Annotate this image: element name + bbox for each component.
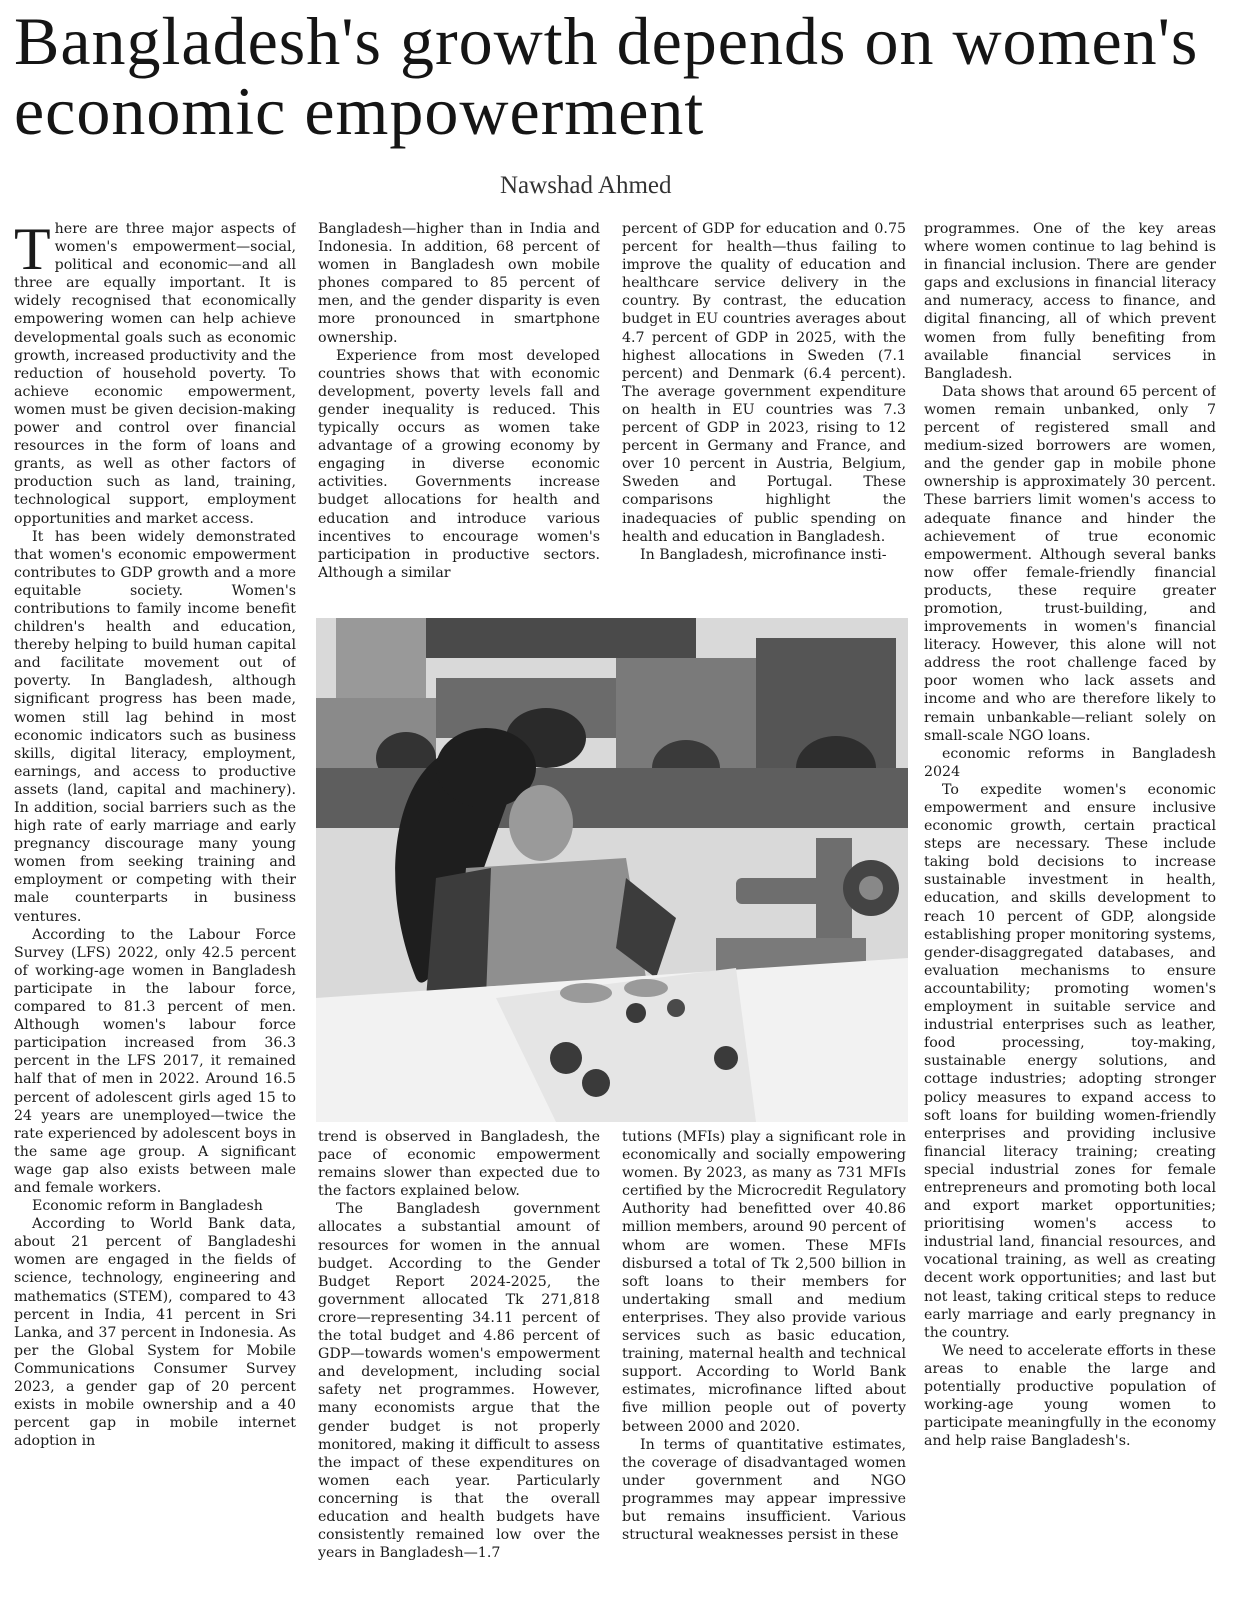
- paragraph: Experience from most developed countries shows that with economic development, poverty levels fall and gender inequality is reduced. This typically occurs as women take advantage of a growing economy by engaging in diverse economic activities. Governments increase budget allocations for health and education and introduce various incentives to encourage women's participation in productive sectors. Although a similar: [318, 347, 600, 581]
- illustration-woman-sewing: [316, 618, 908, 1122]
- paragraph: The Bangladesh government allocates a substantial amount of resources for women in the annual budget. According to the Gender Budget Report 2024-2025, the government allocated Tk 271,818 crore—representing 34.11 percent of the total budget and 4.86 percent of GDP—towards women's empowerment and development, including social safety net programmes. However, many economists argue that the gender budget is not properly monitored, making it difficult to assess the impact of these expenditures on women each year. Particularly concerning is that the overall education and health budgets have consistently remained low over the years in Bangladesh—1.7: [318, 1201, 600, 1562]
- paragraph: trend is observed in Bangladesh, the pace of economic empowerment remains slower than expected due to the factors explained below.: [318, 1129, 600, 1200]
- paragraph: According to the Labour Force Survey (LFS) 2022, only 42.5 percent of working-age women in Bangladesh participate in the labour force, compared to 81.3 percent of men. Although women's labour force participation increased from 36.3 percent in the LFS 2017, it remained half that of men in 2022. Around 16.5 percent of adolescent girls aged 15 to 24 years are unemployed—twice the rate experienced by adolescent boys in the same age group. A significant wage gap also exists between male and female workers.: [14, 926, 296, 1196]
- article-column-4: [924, 220, 1216, 1616]
- subheading: economic reforms in Bangladesh 2024: [924, 745, 1216, 780]
- paragraph: programmes. One of the key areas where women continue to lag behind is in financial inclusion. There are gender gaps and exclusions in financial literacy and numeracy, access to finance, and digital financing, all of which prevent women from fully benefiting from available financial services in Bangladesh.: [924, 221, 1216, 382]
- paragraph: We need to accelerate efforts in these areas to enable the large and potentially productive population of working-age young women to participate meaningfully in the economy and help raise Bangladesh's.: [924, 1342, 1216, 1450]
- paragraph: Data shows that around 65 percent of women remain unbanked, only 7 percent of registered small and medium-sized borrowers are women, and the gender gap in mobile phone ownership is approximately 30 percent. These barriers limit women's access to adequate finance and hinder the achievement of true economic empowerment. Although several banks now offer female-friendly financial products, these require greater promotion, trust-building, and improvements in women's financial literacy. However, this alone will not address the root challenge faced by poor women who lack assets and income and who are therefore likely to remain unbankable—reliant solely on small-scale NGO loans.: [924, 383, 1216, 744]
- paragraph: In terms of quantitative estimates, the coverage of disadvantaged women under government and NGO programmes may appear impressive but remains insufficient. Various structural weaknesses persist in these: [622, 1436, 906, 1544]
- article-column-2-top: [318, 220, 600, 612]
- paragraph: In Bangladesh, microfinance insti-: [640, 546, 887, 563]
- byline: Nawshad Ahmed: [500, 172, 672, 199]
- article-column-1: [14, 220, 296, 1612]
- paragraph: [14, 220, 296, 528]
- paragraph: It has been widely demonstrated that women's economic empowerment contributes to GDP growth and a more equitable society. Women's contributions to family income benefit children's health and education, thereby helping to build human capital and facilitate movement out of poverty. In Bangladesh, although significant progress has been made, women still lag behind in most economic indicators such as business skills, digital literacy, employment, earnings, and access to productive assets (land, capital and machinery). In addition, social barriers such as the high rate of early marriage and early pregnancy discourage many young women from seeking training and employment or competing with their male counterparts in business ventures.: [14, 528, 296, 925]
- paragraph: tutions (MFIs) play a significant role in economically and socially empowering women. By 2023, as many as 731 MFIs certified by the Microcredit Regulatory Authority had benefitted over 40.86 million members, around 90 percent of whom are women. These MFIs disbursed a total of Tk 2,500 billion in soft loans to their members for undertaking small and medium enterprises. They also provide various services such as basic education, training, maternal health and technical support. According to World Bank estimates, microfinance lifted about five million people out of poverty between 2000 and 2020.: [622, 1129, 906, 1435]
- article-column-2-bottom: [318, 1128, 600, 1616]
- paragraph: To expedite women's economic empowerment and ensure inclusive economic growth, certain practical steps are necessary. These include taking bold decisions to increase sustainable investment in health, education, and skills development to reach 10 percent of GDP, alongside establishing proper monitoring systems, gender-disaggregated databases, and evaluation mechanisms to ensure accountability; promoting women's employment in suitable service and industrial enterprises such as leather, food processing, toy-making, sustainable energy solutions, and cottage industries; adopting stronger policy measures to expand access to soft loans for building women-friendly enterprises and providing inclusive financial literacy training; creating special industrial zones for female entrepreneurs and promoting both local and export market opportunities; prioritising women's access to industrial land, financial resources, and vocational training, as well as creating decent work opportunities; and last but not least, taking critical steps to reduce early marriage and early pregnancy in the country.: [924, 781, 1216, 1341]
- drop-cap: T: [14, 220, 51, 282]
- paragraph-text: here are three major aspects of women's empowerment—social, political and economic—and all three are equally important. It is widely recognised that economically empowering women can help achieve developmental goals such as economic growth, increased productivity and the reduction of household poverty. To achieve economic empowerment, women must be given decision-making power and control over financial resources in the form of loans and grants, as well as other factors of production such as land, training, technological support, employment opportunities and market access.: [14, 221, 296, 527]
- article-column-3-top: [622, 220, 906, 612]
- paragraph: According to World Bank data, about 21 percent of Bangladeshi women are engaged in the fields of science, technology, engineering and mathematics (STEM), compared to 43 percent in India, 41 percent in Sri Lanka, and 37 percent in Indonesia. As per the Global System for Mobile Communications Consumer Survey 2023, a gender gap of 20 percent exists in mobile ownership and a 40 percent gap in mobile internet adoption in: [14, 1216, 296, 1450]
- paragraph: Bangladesh—higher than in India and Indonesia. In addition, 68 percent of women in Bangladesh own mobile phones compared to 85 percent of men, and the gender disparity is even more pronounced in smartphone ownership.: [318, 221, 600, 346]
- article-column-3-bottom: [622, 1128, 906, 1616]
- headline: Bangladesh's growth depends on women's economic empowerment: [14, 3, 1199, 149]
- subheading: Economic reform in Bangladesh: [32, 1198, 263, 1215]
- paragraph: percent of GDP for education and 0.75 percent for health—thus failing to improve the quality of education and healthcare service delivery in the country. By contrast, the education budget in EU countries averages about 4.7 percent of GDP in 2025, with the highest allocations in Sweden (7.1 percent) and Denmark (6.4 percent). The average government expenditure on health in EU countries was 7.3 percent of GDP in 2023, rising to 12 percent in Germany and France, and over 10 percent in Austria, Belgium, Sweden and Portugal. These comparisons highlight the inadequacies of public spending on health and education in Bangladesh.: [622, 221, 906, 545]
